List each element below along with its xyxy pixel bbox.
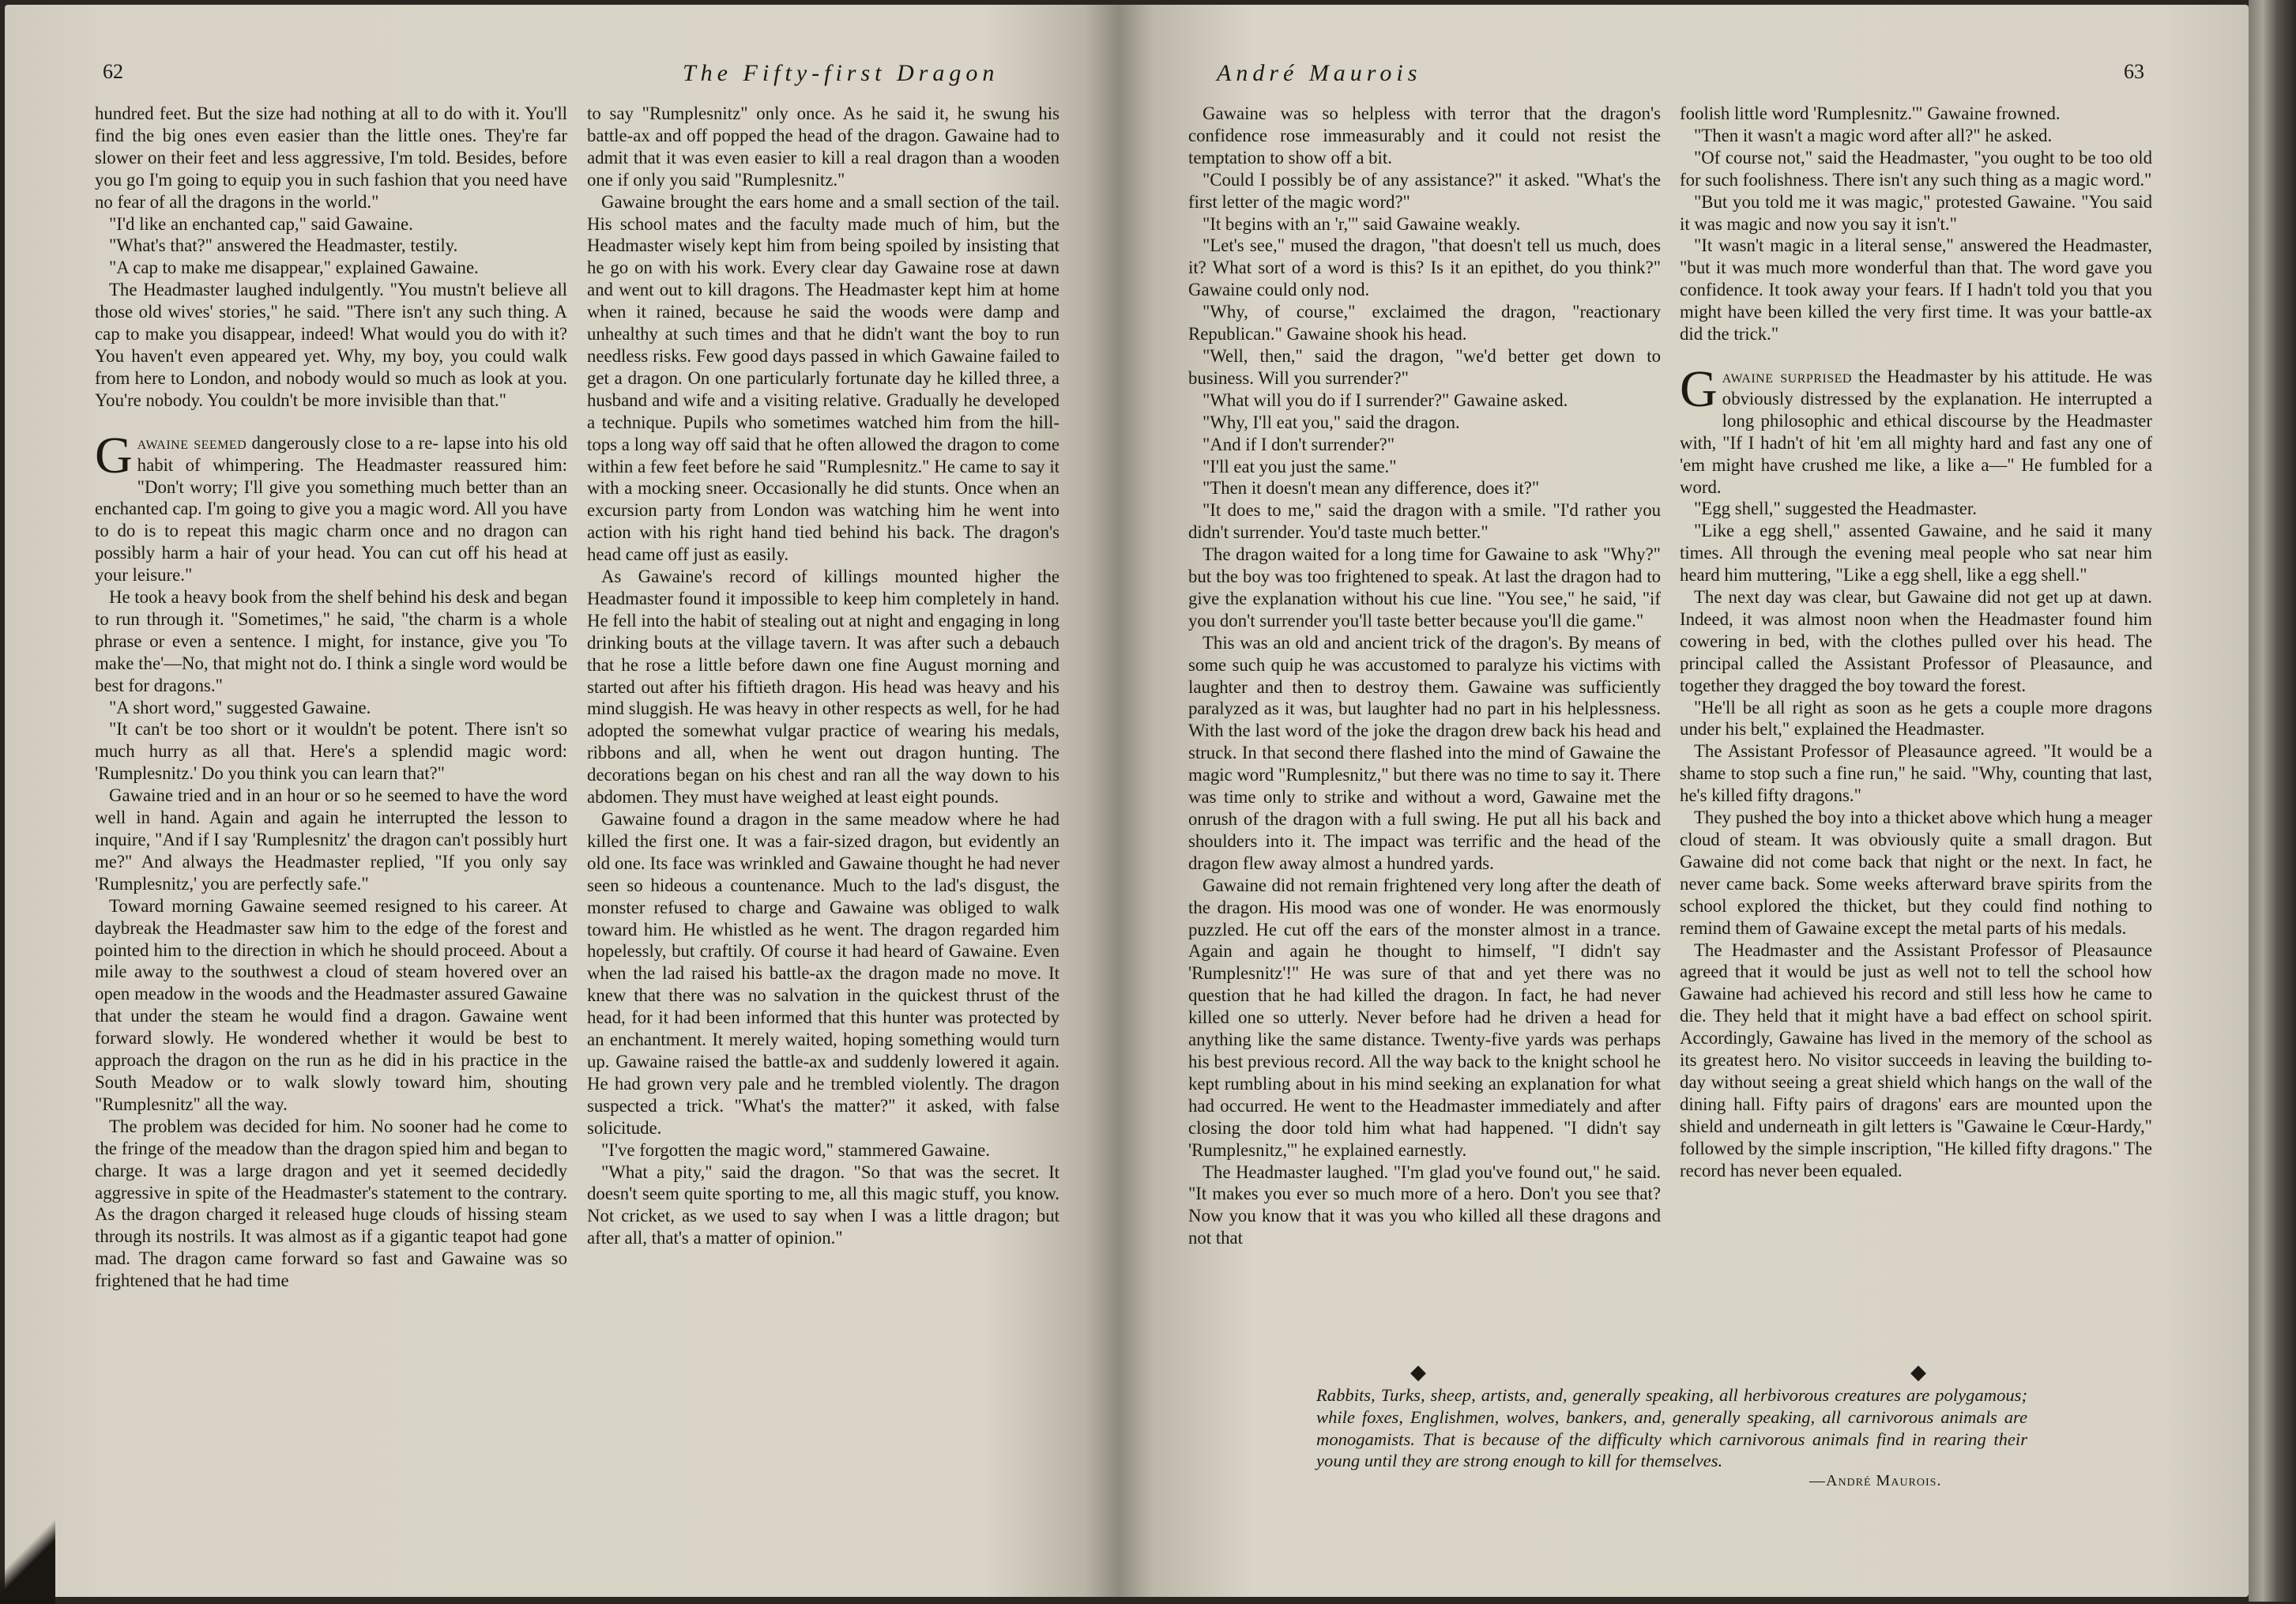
filler-quote: Rabbits, Turks, sheep, artists, and, generally speaking, all herbivorous creatures are polygamous; while foxes, Englishmen, wolves, bankers, and, generally speaking, all carnivorous animals are monogamists. That is because of the difficulty which carnivorous animals find in rearing their young until they are strong enough to kill for themselves. bbox=[1316, 1385, 2027, 1471]
lead-in-rest: the Headmaster by his bbox=[1852, 366, 2026, 386]
paragraph: Gawaine found a dragon in the same meadow where he had killed the first one. It was a fair-sized dragon, but evidently an old one. Its face was wrinkled and Gawaine thought he had never seen so hideous a countenance. Much to the lad's disgust, the monster refused to charge and Gawaine was obliged to walk toward him. He whistled as he went. The dragon regarded him hopelessly, but craftily. Of course it had heard of Gawaine. Even when the lad raised his battle-ax the dragon made no move. It knew that there was no salvation in the quickest thrust of the head, for it had been informed that this hunter was protected by an enchantment. It merely waited, hoping something would turn up. Gawaine raised the battle-ax and suddenly lowered it again. He had grown very pale and he trembled violently. The dragon suspected a trick. "What's the matter?" it asked, with false solicitude. bbox=[587, 809, 1060, 1138]
running-head-left: The Fifty-first Dragon bbox=[683, 60, 999, 86]
paragraph: Gawaine brought the ears home and a small section of the tail. His school mates and the faculty made much of him, but the Headmaster wisely kept him from being spoiled by insisting that he go on with his work. Every clear day Gawaine rose at dawn and went out to kill dragons. The Headmaster kept him at home when it rained, because he said the woods were damp and unhealthy at such times and that he didn't want the boy to run needless risks. Few good days passed in which Gawaine failed to get a dragon. On one particularly fortunate day he killed three, a husband and wife and a visiting relative. Gradually he developed a technique. Pupils who sometimes watched him from the hill-tops a long way off said that he often allowed the dragon to come within a few feet before he said "Rumplesnitz." He came to say it with a mocking sneer. Occasionally he did stunts. Once when an excursion party from London was watching him he went into action with his right hand tied behind his back. The dragon's head came off just as easily. bbox=[587, 191, 1060, 565]
paragraph: "It can't be too short or it wouldn't be potent. There isn't so much hurry as all that. Here's a splendid magic word: 'Rumplesnitz.' Do you think you can learn that?" bbox=[95, 719, 567, 784]
left-column-1 bbox=[95, 103, 567, 1292]
running-head-right: André Maurois bbox=[1217, 60, 1422, 86]
paragraph: "What a pity," said the dragon. "So that was the secret. It doesn't seem quite sporting to me, all this magic stuff, you know. Not cricket, as we used to say when I was a little dragon; but after all, that's a matter of opinion." bbox=[587, 1162, 1060, 1248]
paragraph: "He'll be all right as soon as he gets a couple more dragons under his belt," explained the Headmaster. bbox=[1680, 697, 2152, 740]
right-page bbox=[1119, 5, 2249, 1597]
paragraph: "It begins with an 'r,'" said Gawaine weakly. bbox=[1203, 213, 1521, 234]
paragraph: The Headmaster laughed. "I'm glad you've found out," he said. "It makes you ever so much more of a hero. Don't you see that? Now you know that it was you who killed all these dragons and not that bbox=[1188, 1162, 1661, 1248]
paragraph: "Why, I'll eat you," said the dragon. bbox=[1203, 412, 1460, 432]
paragraph: foolish little word 'Rumplesnitz.'" Gawaine frowned. bbox=[1680, 104, 2061, 123]
paragraph: "What will you do if I surrender?" Gawaine asked. bbox=[1203, 390, 1568, 410]
section-opening-paragraph bbox=[1680, 360, 2152, 498]
paragraph: "I've forgotten the magic word," stammered Gawaine. bbox=[601, 1139, 991, 1160]
paragraph: "A cap to make me disappear," explained Gawaine. bbox=[109, 258, 479, 278]
drop-cap: G bbox=[1680, 360, 1718, 418]
paragraph: Gawaine tried and in an hour or so he seemed to have the word well in hand. Again and again he interrupted the lesson to inquire, "And if I say 'Rumplesnitz' the dragon can't possibly hurt me?" And always the Headmaster replied, "If you only say 'Rumplesnitz,' you are perfectly safe." bbox=[95, 785, 567, 894]
paragraph-text: attitude. He was obviously distressed by the explanation. He interrupted a long philosophic and ethical discourse by the Headmaster with, "If I hadn't of hit 'em all mighty hard and fast any one of 'em might have crushed me like, a like a—" He fumbled for a word. bbox=[1680, 366, 2152, 497]
section-opening-paragraph bbox=[95, 426, 568, 586]
paragraph: "Then it doesn't mean any difference, does it?" bbox=[1203, 478, 1540, 499]
left-page bbox=[5, 5, 1119, 1597]
paragraph: This was an old and ancient trick of the dragon's. By means of some such quip he was accustomed to paralyze his victims with laughter and then to destroy them. Gawaine was sufficiently paralyzed as it was, but laughter had no part in his helplessness. With the last word of the joke the dragon drew back his head and struck. In that second there flashed into the mind of Gawaine the magic word "Rumplesnitz," but there was no time to say it. There was time only to strike and without a word, Gawaine met the onrush of the dragon with a full swing. He put all his back and shoulders into it. The impact was terrific and the head of the dragon flew away almost a hundred yards. bbox=[1188, 632, 1661, 873]
page-number-right: 63 bbox=[2124, 60, 2144, 83]
ornament-diamond-right: ◆ bbox=[1910, 1361, 1926, 1384]
paragraph: "Egg shell," suggested the Headmaster. bbox=[1694, 499, 1977, 519]
paragraph: Gawaine did not remain frightened very long after the death of the dragon. His mood was one of wonder. He was enormously puzzled. He cut off the ears of the monster almost in a trance. Again and again he thought to himself, "I didn't say 'Rumplesnitz'!" He was sure of that and yet there was no question that he had killed the dragon. In fact, he had never killed one so utterly. Never before had he driven a head for anything like the same distance. Twenty-five yards was perhaps his best previous record. All the way back to the knight school he kept rumbling about in his mind seeking an explanation for what had occurred. He went to the Headmaster immediately and after closing the door told him what had happened. "I didn't say 'Rumplesnitz,'" he explained earnestly. bbox=[1188, 875, 1661, 1160]
paragraph: "Well, then," said the dragon, "we'd better get down to business. Will you surrender?" bbox=[1188, 345, 1661, 388]
paragraph: The Assistant Professor of Pleasaunce agreed. "It would be a shame to stop such a fine run," he said. "Why, counting that last, he's killed fifty dragons." bbox=[1680, 741, 2152, 806]
paragraph: "I'll eat you just the same." bbox=[1203, 456, 1397, 476]
paragraph: "It wasn't magic in a literal sense," answered the Headmaster, "but it was much more wonderful than that. The word gave you confidence. It took away your fears. If I hadn't told you that you might have been killed the very first time. It was your battle-ax did the trick." bbox=[1680, 235, 2152, 345]
paragraph: "Why, of course," exclaimed the dragon, "reactionary Republican." Gawaine shook his head. bbox=[1188, 302, 1661, 345]
paragraph: "Like a egg shell," assented Gawaine, and he said it many times. All through the evening meal people who sat near him heard him muttering, "Like a egg shell, like a egg shell." bbox=[1680, 521, 2152, 585]
paragraph: hundred feet. But the size had nothing at all to do with it. You'll find the big ones even easier than the little ones. They're far slower on their feet and less aggressive, I'm told. Besides, before you go I'm going to equip you in such fashion that you need have no fear of all the dragons in the world." bbox=[95, 104, 567, 212]
paragraph: They pushed the boy into a thicket above which hung a meager cloud of steam. It was obviously quite a small dragon. But Gawaine did not come back that night or the next. In fact, he never came back. Some weeks afterward brave spirits from the school explored the thicket, but they could find nothing to remind them of Gawaine except the metal parts of his medals. bbox=[1680, 808, 2152, 938]
page-number-left: 62 bbox=[103, 60, 123, 83]
paragraph: "I'd like an enchanted cap," said Gawaine. bbox=[109, 213, 413, 234]
paragraph: "But you told me it was magic," protested Gawaine. "You said it was magic and now you say it isn't." bbox=[1680, 191, 2152, 234]
paragraph: to say "Rumplesnitz" only once. As he said it, he swung his battle-ax and off popped the head of the dragon. Gawaine had to admit that it was even easier to kill a real dragon than a wooden one if only you said "Rumplesnitz." bbox=[587, 104, 1060, 190]
book-edge bbox=[2249, 0, 2296, 1602]
left-column-2 bbox=[587, 103, 1060, 1249]
paragraph: "Of course not," said the Headmaster, "you ought to be too old for such foolishness. There isn't any such thing as a magic word." bbox=[1680, 147, 2152, 190]
paragraph: "And if I don't surrender?" bbox=[1203, 434, 1395, 454]
paragraph: "It does to me," said the dragon with a smile. "I'd rather you didn't surrender. You'd taste much better." bbox=[1188, 500, 1661, 543]
drop-cap: G bbox=[95, 426, 133, 484]
paragraph: "A short word," suggested Gawaine. bbox=[109, 697, 371, 717]
lead-in: awaine seemed bbox=[137, 432, 247, 453]
filler-credit: —André Maurois. bbox=[1809, 1472, 1942, 1489]
paragraph: He took a heavy book from the shelf behind his desk and began to run through it. "Sometimes," he said, "the charm is a whole phrase or even a sentence. I might, for instance, give you 'To make the'—No, that might not do. I think a single word would be best for dragons." bbox=[95, 587, 567, 695]
paragraph: The Headmaster and the Assistant Professor of Pleasaunce agreed that it would be just as well not to tell the school how Gawaine had achieved his record and still less how he came to die. They held that it might have a bad effect on school spirit. Accordingly, Gawaine has lived in the memory of the school as its greatest hero. No visitor succeeds in leaving the building to-day without seeing a great shield which hangs on the wall of the dining hall. Fifty pairs of dragons' ears are mounted upon the shield and underneath in gilt letters is "Gawaine le Cœur-Hardy," followed by the simple inscription, "He killed fifty dragons." The record has never been equaled. bbox=[1680, 939, 2152, 1180]
right-column-1 bbox=[1188, 103, 1661, 1249]
paragraph: The problem was decided for him. No sooner had he come to the fringe of the meadow than the dragon spied him and began to charge. It was a large dragon and yet it seemed decidedly aggressive in spite of the Headmaster's statement to the contrary. As the dragon charged it released huge clouds of hissing steam through its nostrils. It was almost as if a gigantic teapot had gone mad. The dragon came forward so fast and Gawaine was so frightened that he had time bbox=[95, 1116, 567, 1291]
paragraph: The Headmaster laughed indulgently. "You mustn't believe all those old wives' stories," he said. "There isn't any such thing. A cap to make you disappear, indeed! What would you do with it? You haven't even appeared yet. Why, my boy, you could walk from here to London, and nobody would so much as look at you. You're nobody. You couldn't be more invisible than that." bbox=[95, 280, 567, 410]
paragraph: Gawaine was so helpless with terror that the dragon's confidence rose immeasurably and it could not resist the temptation to show off a bit. bbox=[1188, 104, 1661, 168]
paragraph: "Then it wasn't a magic word after all?" he asked. bbox=[1694, 125, 2053, 145]
paragraph: The next day was clear, but Gawaine did not get up at dawn. Indeed, it was almost noon when the Headmaster found him cowering in bed, with the clothes pulled over his head. The principal called the Assistant Professor of Pleasaunce, and together they dragged the boy toward the forest. bbox=[1680, 587, 2152, 695]
paragraph-text: lapse into his old habit of whimpering. The Headmaster reassured him: "Don't worry; I'll give you something much better than an enchanted cap. I'm going to give you a magic word. All you have to do is to repeat this magic charm once and no dragon can possibly harm a hair of your head. You can cut off his head at your leisure." bbox=[95, 432, 568, 585]
ornament-diamond-left: ◆ bbox=[1410, 1361, 1426, 1384]
right-column-2 bbox=[1680, 103, 2152, 1182]
page-corner-shadow bbox=[0, 1517, 55, 1604]
paragraph: As Gawaine's record of killings mounted higher the Headmaster found it impossible to keep him completely in hand. He fell into the habit of stealing out at night and engaging in long drinking bouts at the village tavern. It was after such a debauch that he rose a little before dawn one fine August morning and started out after his fiftieth dragon. His head was heavy and his mind sluggish. He was heavy in other respects as well, for he had adopted the somewhat vulgar practice of wearing his medals, ribbons and all, when he went out dragon hunting. The decorations began on his chest and ran all the way down to his abdomen. They must have weighed at least eight pounds. bbox=[587, 567, 1060, 808]
paragraph: "Could I possibly be of any assistance?" it asked. "What's the first letter of the magic word?" bbox=[1188, 169, 1661, 212]
paragraph: Toward morning Gawaine seemed resigned to his career. At daybreak the Headmaster saw him to the edge of the forest and pointed him to the direction in which he should proceed. About a mile away to the southwest a cloud of steam hovered over an open meadow in the woods and the Headmaster assured Gawaine that under the steam he would find a dragon. Gawaine went forward slowly. He wondered whether it would be best to approach the dragon on the run as he did in his practice in the South Meadow or to walk slowly toward him, shouting "Rumplesnitz" all the way. bbox=[95, 895, 567, 1114]
paragraph: The dragon waited for a long time for Gawaine to ask "Why?" but the boy was too frightened to speak. At last the dragon had to give the explanation without his cue line. "You see," he said, "if you don't surrender you'll taste better because you'll die game." bbox=[1188, 544, 1661, 631]
lead-in: awaine surprised bbox=[1722, 366, 1852, 386]
lead-in-rest: dangerously close to a re- bbox=[247, 432, 438, 453]
paragraph: "What's that?" answered the Headmaster, testily. bbox=[109, 235, 458, 256]
paragraph: "Let's see," mused the dragon, "that doesn't tell us much, does it? What sort of a word is this? Is it an epithet, do you think?" Gawaine could only nod. bbox=[1188, 235, 1661, 300]
